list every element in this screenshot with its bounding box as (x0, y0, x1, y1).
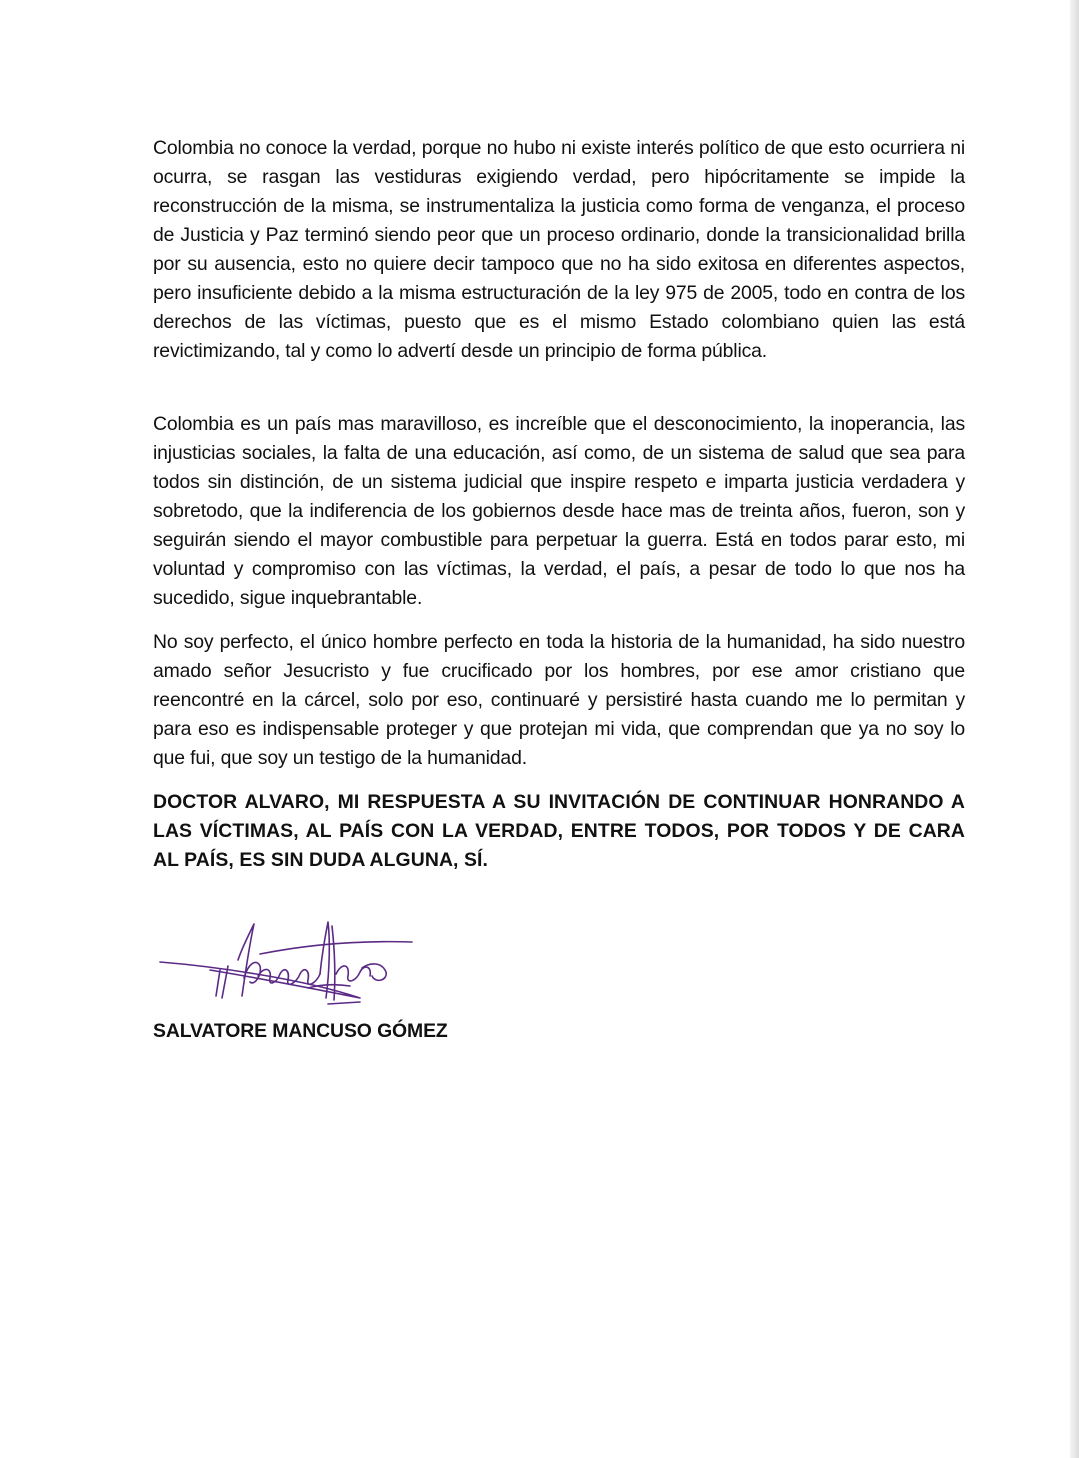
page-edge-shadow (1070, 0, 1079, 1458)
handwritten-signature (150, 918, 430, 1018)
closing-statement: DOCTOR ALVARO, MI RESPUESTA A SU INVITACIÓN DE CONTINUAR HONRANDO A LAS VÍCTIMAS, AL PAÍS CON LA VERDAD, ENTRE TODOS, POR TODOS Y DE CARA AL PAÍS, ES SIN DUDA ALGUNA, SÍ. (153, 791, 965, 871)
body-paragraph-1: Colombia no conoce la verdad, porque no hubo ni existe interés político de que esto ocurriera ni ocurra, se rasgan las vestiduras exigiendo verdad, pero hipócritamente se impide la reconstrucción de la misma, se instrumentaliza la justicia como forma de venganza, el proceso de Justicia y Paz terminó siendo peor que un proceso ordinario, donde la transicionalidad brilla por su ausencia, esto no quiere decir tampoco que no ha sido exitosa en diferentes aspectos, pero insuficiente debido a la misma estructuración de la ley 975 de 2005, todo en contra de los derechos de las víctimas, puesto que es el mismo Estado colombiano quien las está revictimizando, tal y como lo advertí desde un principio de forma pública. (153, 137, 965, 362)
body-paragraph-3: No soy perfecto, el único hombre perfecto en toda la historia de la humanidad, ha sido nuestro amado señor Jesucristo y fue crucificado por los hombres, por ese amor cristiano que reencontré en la cárcel, solo por eso, continuaré y persistiré hasta cuando me lo permitan y para eso es indispensable proteger y que protejan mi vida, que comprendan que ya no soy lo que fui, que soy un testigo de la humanidad. (153, 631, 965, 769)
body-paragraph-2: Colombia es un país mas maravilloso, es increíble que el desconocimiento, la inoperancia, las injusticias sociales, la falta de una educación, así como, de un sistema de salud que sea para todos sin distinción, de un sistema judicial que inspire respeto e imparta justicia verdadera y sobretodo, que la indiferencia de los gobiernos desde hace mas de treinta años, fueron, son y seguirán siendo el mayor combustible para perpetuar la guerra. Está en todos parar esto, mi voluntad y compromiso con las víctimas, la verdad, el país, a pesar de todo lo que nos ha sucedido, sigue inquebrantable. (153, 413, 965, 609)
signer-name: SALVATORE MANCUSO GÓMEZ (153, 1020, 448, 1042)
